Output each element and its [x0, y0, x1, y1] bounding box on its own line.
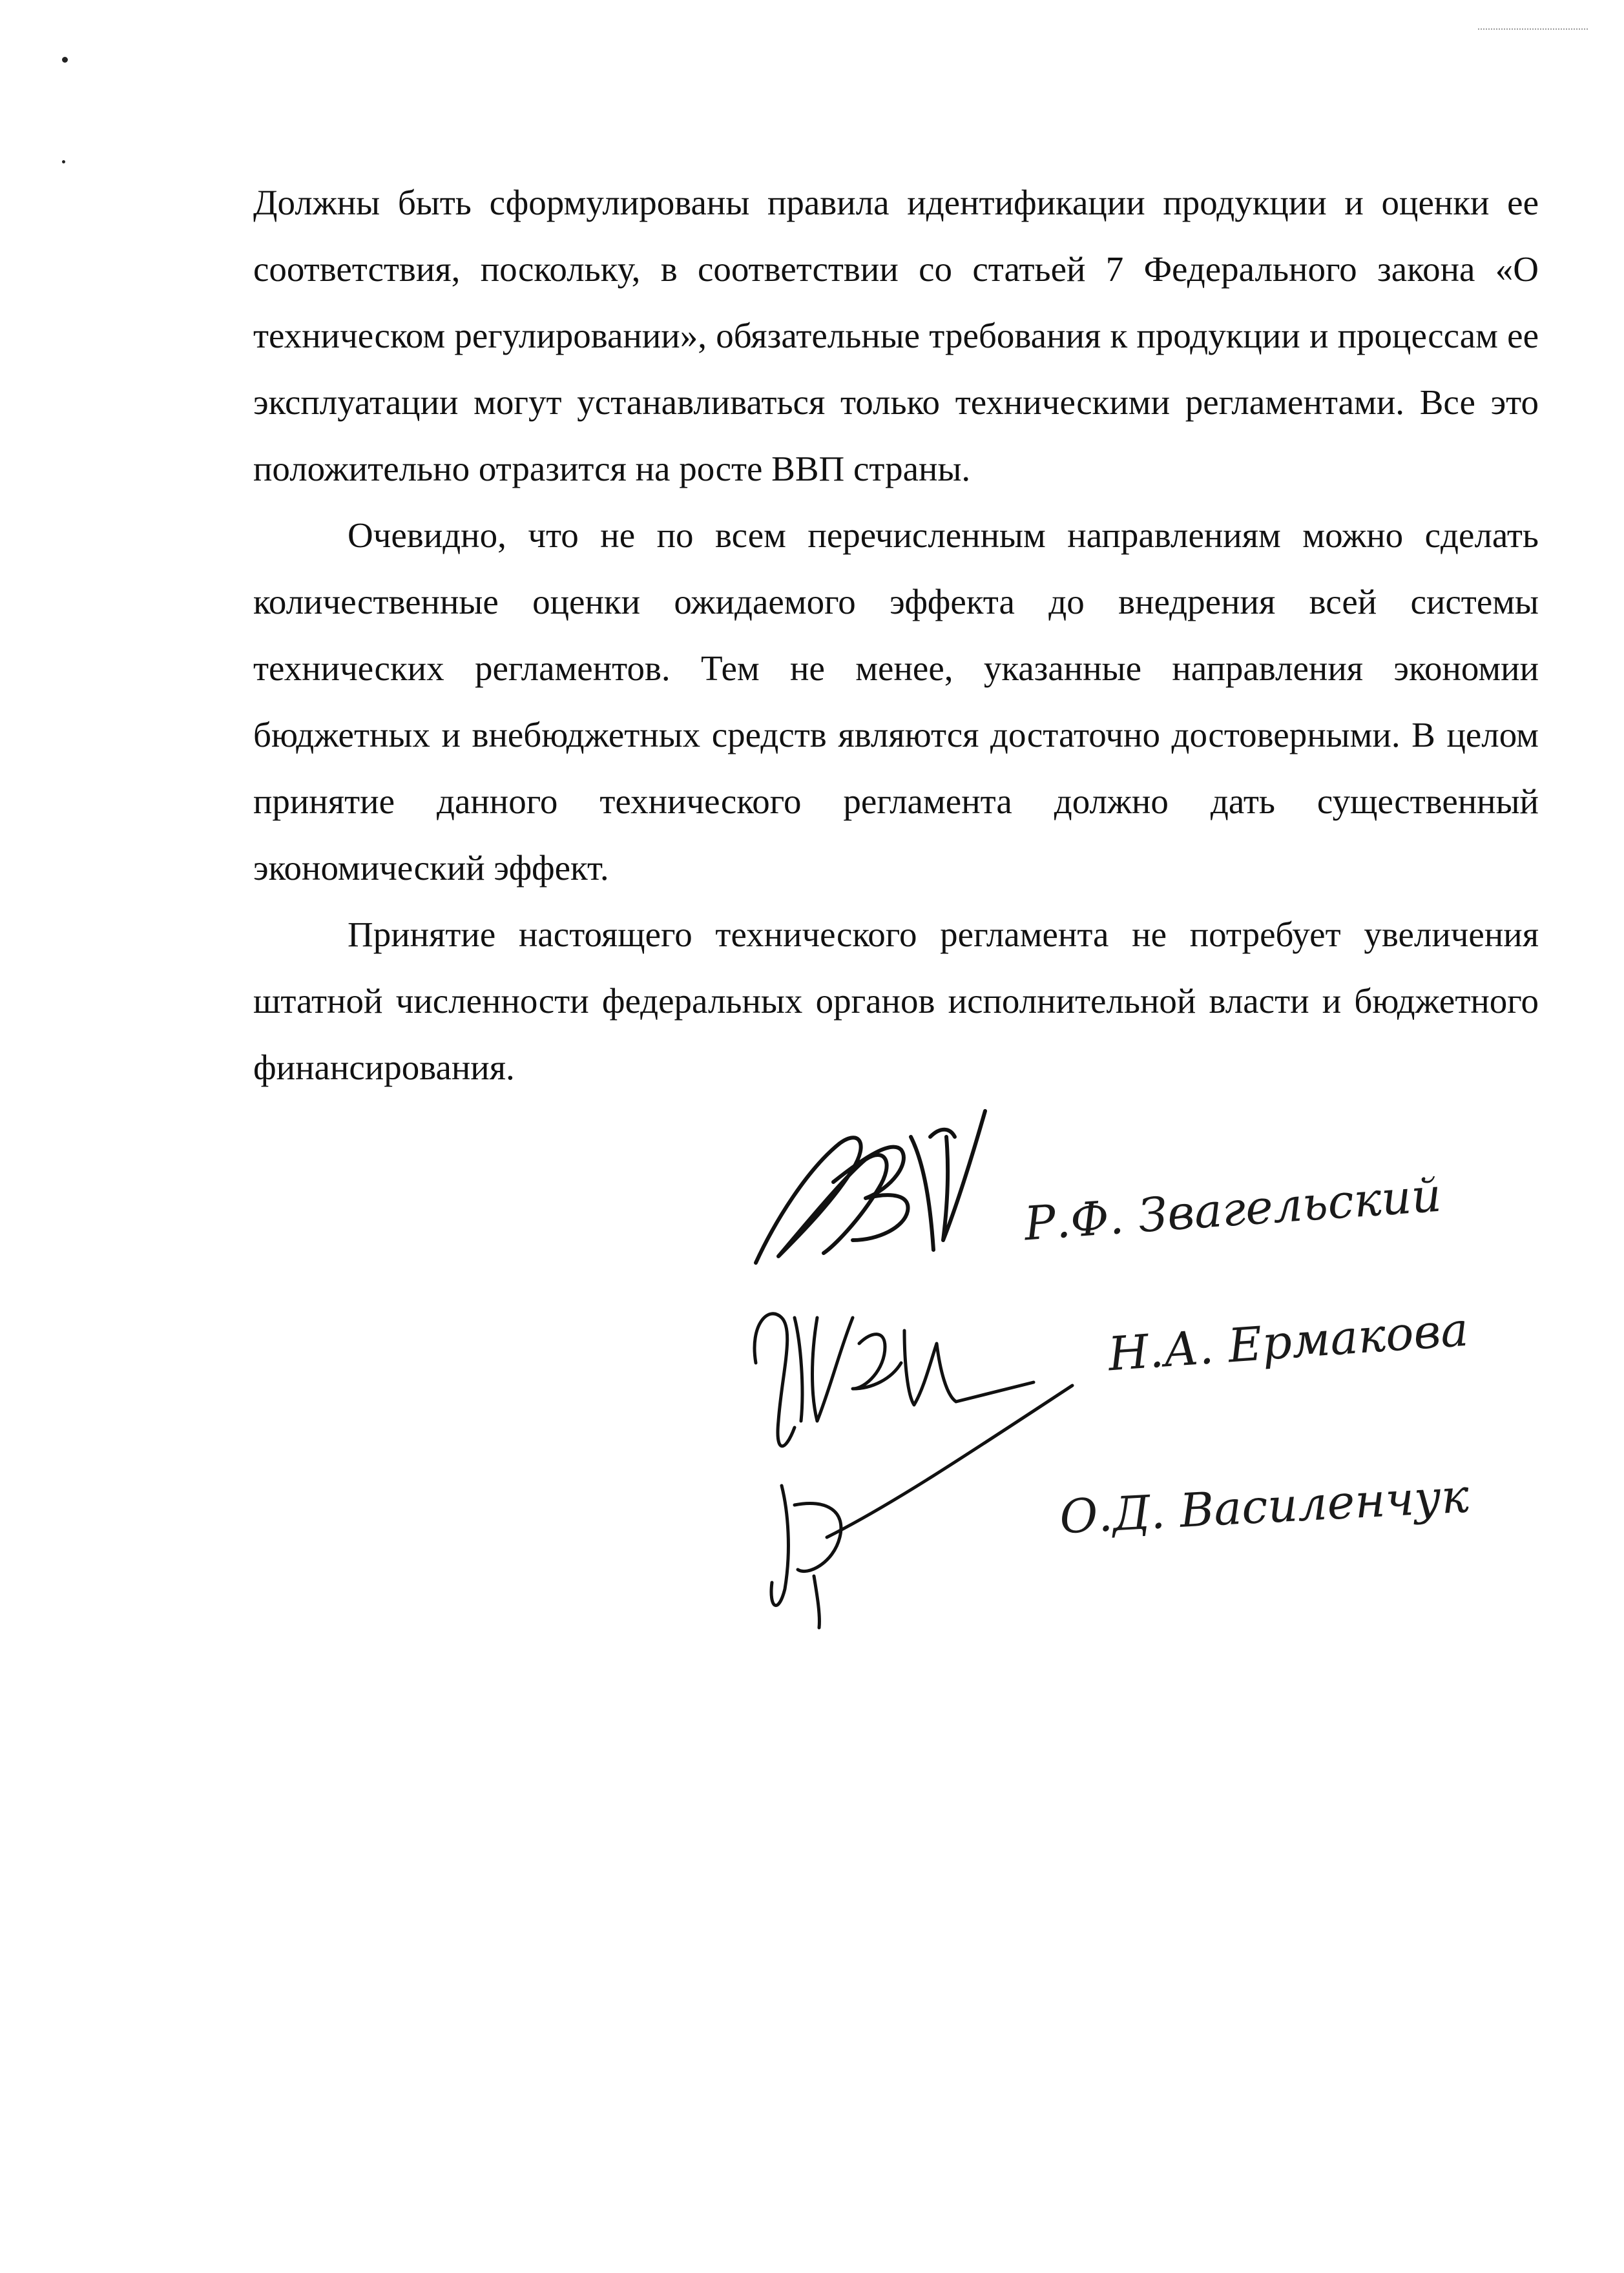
signatory-name-1: Р.Ф. Звагельский — [1022, 1167, 1443, 1251]
scan-speck — [62, 160, 65, 163]
signatory-name-3: О.Д. Василенчук — [1058, 1468, 1470, 1544]
signature-mark-1 — [756, 1111, 985, 1263]
signature-mark-2 — [755, 1314, 1034, 1446]
signatory-name-2: Н.А. Ермакова — [1106, 1302, 1470, 1382]
header-mark — [1478, 28, 1588, 32]
document-body — [253, 169, 1539, 1101]
signature-mark-3 — [771, 1386, 1072, 1628]
paragraph-1: Должны быть сформулированы правила идентификации продукции и оценки ее соответствия, поскольку, в соответствии со статьей 7 Федерального закона «О техническом регулировании», обязательные требования к продукции и процессам ее эксплуатации могут устанавливаться только техническими регламентами. Все это положительно отразится на росте ВВП страны. — [253, 183, 1539, 488]
paragraph-3: Принятие настоящего технического регламента не потребует увеличения штатной численности федеральных органов исполнительной власти и бюджетного финансирования. — [253, 915, 1539, 1087]
paragraph-2: Очевидно, что не по всем перечисленным направлениям можно сделать количественные оценки ожидаемого эффекта до внедрения всей системы технических регламентов. Тем не менее, указанные направления экономии бюджетных и внебюджетных средств являются достаточно достоверными. В целом принятие данного технического регламента должно дать существенный экономический эффект. — [253, 515, 1539, 887]
scan-speck — [62, 57, 68, 63]
